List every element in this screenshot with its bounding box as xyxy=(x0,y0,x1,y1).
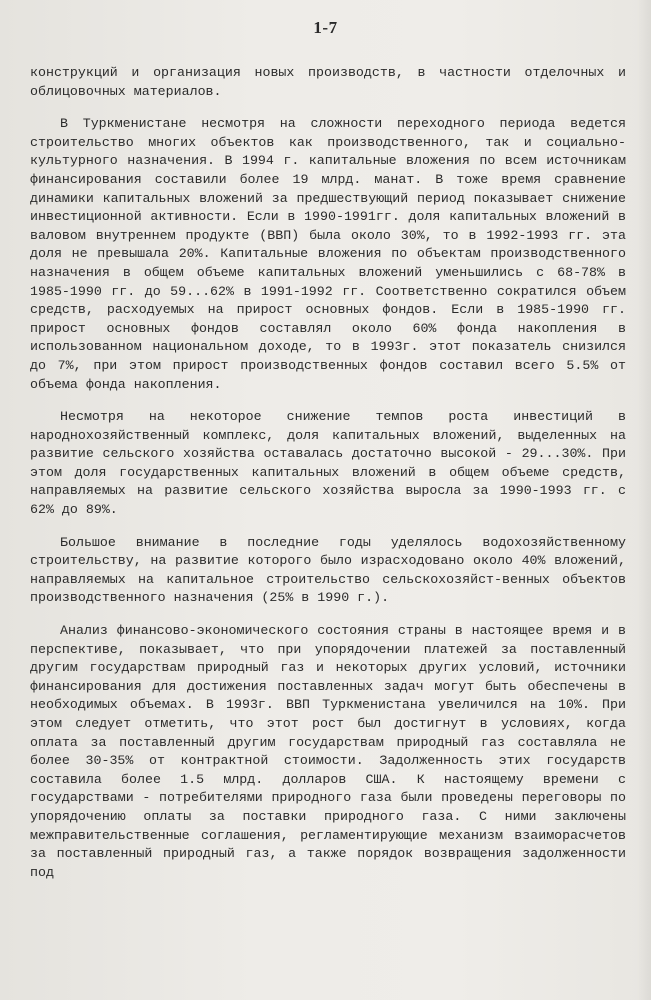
page-edge-shadow xyxy=(637,0,651,1000)
paragraph-investment-overview: В Туркменистане несмотря на сложности переходного периода ведется строительство многих объектов как производственного, так и социально-культурного назначения. В 1994 г. капитальные вложения по всем источникам финансирования составили более 19 млрд. манат. В тоже время сравнение динамики капитальных вложений за предшествующий период показывает снижение инвестиционной активности. Если в 1990-1991гг. доля капитальных вложений в валовом внутреннем продукте (ВВП) была около 30%, то в 1992-1993 гг. эта доля не превышала 20%. Капитальные вложения по объектам производственного назначения в общем объеме капитальных вложений уменьшились с 68-78% в 1985-1990 гг. до 59...62% в 1991-1992 гг. Соответственно сократился объем средств, расходуемых на прирост основных фондов. Если в 1985-1990 гг. прирост основных фондов составлял около 60% фонда накопления в использованном национальном доходе, то в 1993г. этот показатель снизился до 7%, при этом прирост производственных фондов составил всего 5.5% от объема фонда накопления. xyxy=(30,116,626,392)
paragraph-financial-analysis: Анализ финансово-экономического состояния страны в настоящее время и в перспективе, показывает, что при упорядочении платежей за поставленный другим государствам природный газ и некоторых других условий, источники финансирования для достижения поставленных задач могут быть обеспечены в необходимых объемах. В 1993г. ВВП Туркменистана увеличился на 10%. При этом следует отметить, что этот рост был достигнут в условиях, когда оплата за поставленный другим государствам природный газ составляла не более 30-35% от контрактной стоимости. Задолженность этих государств составила более 1.5 млрд. долларов США. К настоящему времени с государствами - потребителями природного газа были проведены переговоры по упорядочению оплаты за поставки природного газа. С ними заключены межправительственные соглашения, регламентирующие механизм взаиморасчетов за поставленный природный газ, а также порядок возвращения задолженности под xyxy=(30,623,626,880)
page-number: 1-7 xyxy=(313,18,338,37)
paragraph-water-construction: Большое внимание в последние годы уделялось водохозяйственному строительству, на развитие которого было израсходовано около 40% вложений, направляемых на капитальное строительство сельскохозяйст-венных объектов производственного назначения (25% в 1990 г.). xyxy=(30,534,626,606)
paragraph-continuation: конструкций и организация новых производств, в частности отделочных и облицовочных материалов. xyxy=(30,65,626,99)
body-text xyxy=(30,64,626,882)
paragraph-agriculture-share: Несмотря на некоторое снижение темпов роста инвестиций в народнохозяйственный комплекс, доля капитальных вложений, выделенных на развитие сельского хозяйства оставалась достаточно высокой - 29...30%. При этом доля государственных капитальных вложений в общем объеме средств, направляемых на развитие сельского хозяйства выросла за 1990-1993 гг. с 62% до 89%. xyxy=(30,409,626,518)
